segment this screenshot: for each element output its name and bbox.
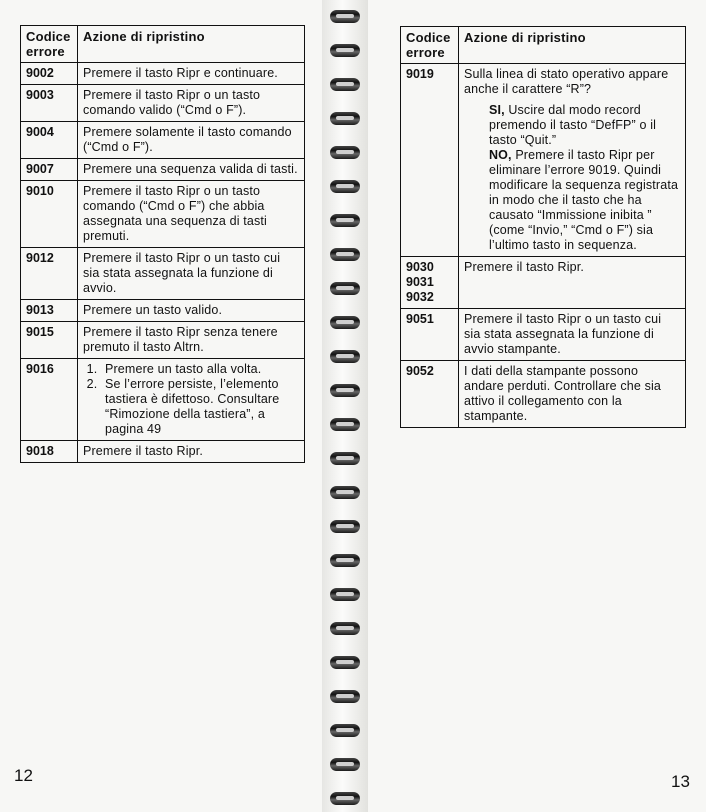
- binding-ring: [330, 10, 360, 23]
- error-code: 9051: [401, 309, 459, 361]
- table-row: [21, 85, 305, 122]
- error-code: 9031: [406, 275, 434, 289]
- recovery-step: 2. Se l’errore persiste, l’elemento tastiera è difettoso. Consultare “Rimozione della tastiera”, a pagina 49: [101, 377, 299, 437]
- table-row: [21, 181, 305, 248]
- error-code-table-left: [20, 25, 305, 463]
- table-row: [401, 361, 686, 428]
- binding-ring: [330, 520, 360, 533]
- table-row: [21, 441, 305, 463]
- yes-label: SI,: [489, 103, 505, 117]
- table-row: [401, 257, 686, 309]
- recovery-action: Premere il tasto Ripr.: [78, 441, 305, 463]
- recovery-action: Premere il tasto Ripr senza tenere premuto il tasto Altrn.: [78, 322, 305, 359]
- answer-yes: [489, 103, 680, 148]
- binding-ring: [330, 214, 360, 227]
- binding-ring: [330, 78, 360, 91]
- error-code: 9003: [21, 85, 78, 122]
- right-page: [368, 0, 706, 812]
- recovery-action: Premere un tasto valido.: [78, 300, 305, 322]
- error-code: 9012: [21, 248, 78, 300]
- binding-ring: [330, 690, 360, 703]
- binding-ring: [330, 146, 360, 159]
- answer-block: [464, 97, 680, 253]
- table-row: [21, 359, 305, 441]
- error-code: 9052: [401, 361, 459, 428]
- binding-ring: [330, 112, 360, 125]
- binding-ring: [330, 350, 360, 363]
- binding-ring: [330, 418, 360, 431]
- no-label: NO,: [489, 148, 512, 162]
- table-row: [21, 122, 305, 159]
- yes-text: Uscire dal modo record premendo il tasto “DefFP” o il tasto “Quit.”: [489, 103, 657, 147]
- no-text: Premere il tasto Ripr per eliminare l’errore 9019. Quindi modificare la sequenza registrata in modo che il tasto che ha causato “Immissione inibita ” (come “Invio,” “Cmd o F”) sia l’ultimo tasto in sequenza.: [489, 148, 679, 252]
- question-text: Sulla linea di stato operativo appare anche il carattere “R”?: [464, 67, 669, 96]
- recovery-action: [78, 359, 305, 441]
- error-code-group: [401, 257, 459, 309]
- table-row: [401, 309, 686, 361]
- recovery-action: Premere il tasto Ripr o un tasto comando valido (“Cmd o F”).: [78, 85, 305, 122]
- table-row: [401, 64, 686, 257]
- page-number: 12: [14, 766, 33, 785]
- binding-ring: [330, 452, 360, 465]
- binding-ring: [330, 44, 360, 57]
- binding-ring: [330, 758, 360, 771]
- table-row: [21, 322, 305, 359]
- binding-ring: [330, 554, 360, 567]
- recovery-action: Premere il tasto Ripr e continuare.: [78, 63, 305, 85]
- recovery-action: Premere il tasto Ripr.: [459, 257, 686, 309]
- error-code: 9016: [21, 359, 78, 441]
- recovery-action: Premere una sequenza valida di tasti.: [78, 159, 305, 181]
- header-code: Codice errore: [401, 27, 459, 64]
- binding-ring: [330, 248, 360, 261]
- recovery-action: Premere il tasto Ripr o un tasto cui sia stata assegnata la funzione di avvio stampante.: [459, 309, 686, 361]
- recovery-action: Premere il tasto Ripr o un tasto cui sia stata assegnata la funzione di avvio.: [78, 248, 305, 300]
- error-code-table-right: [400, 26, 686, 428]
- binding-ring: [330, 588, 360, 601]
- table-row: [21, 159, 305, 181]
- error-code: 9032: [406, 290, 434, 304]
- header-action: Azione di ripristino: [459, 27, 686, 64]
- left-page: [0, 0, 322, 812]
- error-code: 9013: [21, 300, 78, 322]
- error-code: 9007: [21, 159, 78, 181]
- table-header-row: [401, 27, 686, 64]
- header-code: Codice errore: [21, 26, 78, 63]
- binding-ring: [330, 180, 360, 193]
- table-row: [21, 248, 305, 300]
- header-action: Azione di ripristino: [78, 26, 305, 63]
- recovery-action: I dati della stampante possono andare perduti. Controllare che sia attivo il collegamento con la stampante.: [459, 361, 686, 428]
- error-code: 9010: [21, 181, 78, 248]
- answer-no: [489, 148, 680, 253]
- binding-ring: [330, 792, 360, 805]
- table-row: [21, 300, 305, 322]
- error-code: 9004: [21, 122, 78, 159]
- binding-ring: [330, 282, 360, 295]
- recovery-steps: [83, 362, 299, 437]
- recovery-step: 1. Premere un tasto alla volta.: [101, 362, 299, 377]
- binding-ring: [330, 486, 360, 499]
- table-header-row: [21, 26, 305, 63]
- binding-ring: [330, 724, 360, 737]
- error-code: 9019: [401, 64, 459, 257]
- recovery-action: [459, 64, 686, 257]
- table-row: [21, 63, 305, 85]
- error-code: 9030: [406, 260, 434, 274]
- recovery-action: Premere solamente il tasto comando (“Cmd o F”).: [78, 122, 305, 159]
- error-code: 9018: [21, 441, 78, 463]
- binding-ring: [330, 656, 360, 669]
- binding-ring: [330, 384, 360, 397]
- page-number: 13: [671, 772, 690, 791]
- error-code: 9015: [21, 322, 78, 359]
- binding-ring: [330, 316, 360, 329]
- error-code: 9002: [21, 63, 78, 85]
- recovery-action: Premere il tasto Ripr o un tasto comando (“Cmd o F”) che abbia assegnata una sequenza di tasti premuti.: [78, 181, 305, 248]
- binding-ring: [330, 622, 360, 635]
- spiral-binding: [322, 0, 368, 812]
